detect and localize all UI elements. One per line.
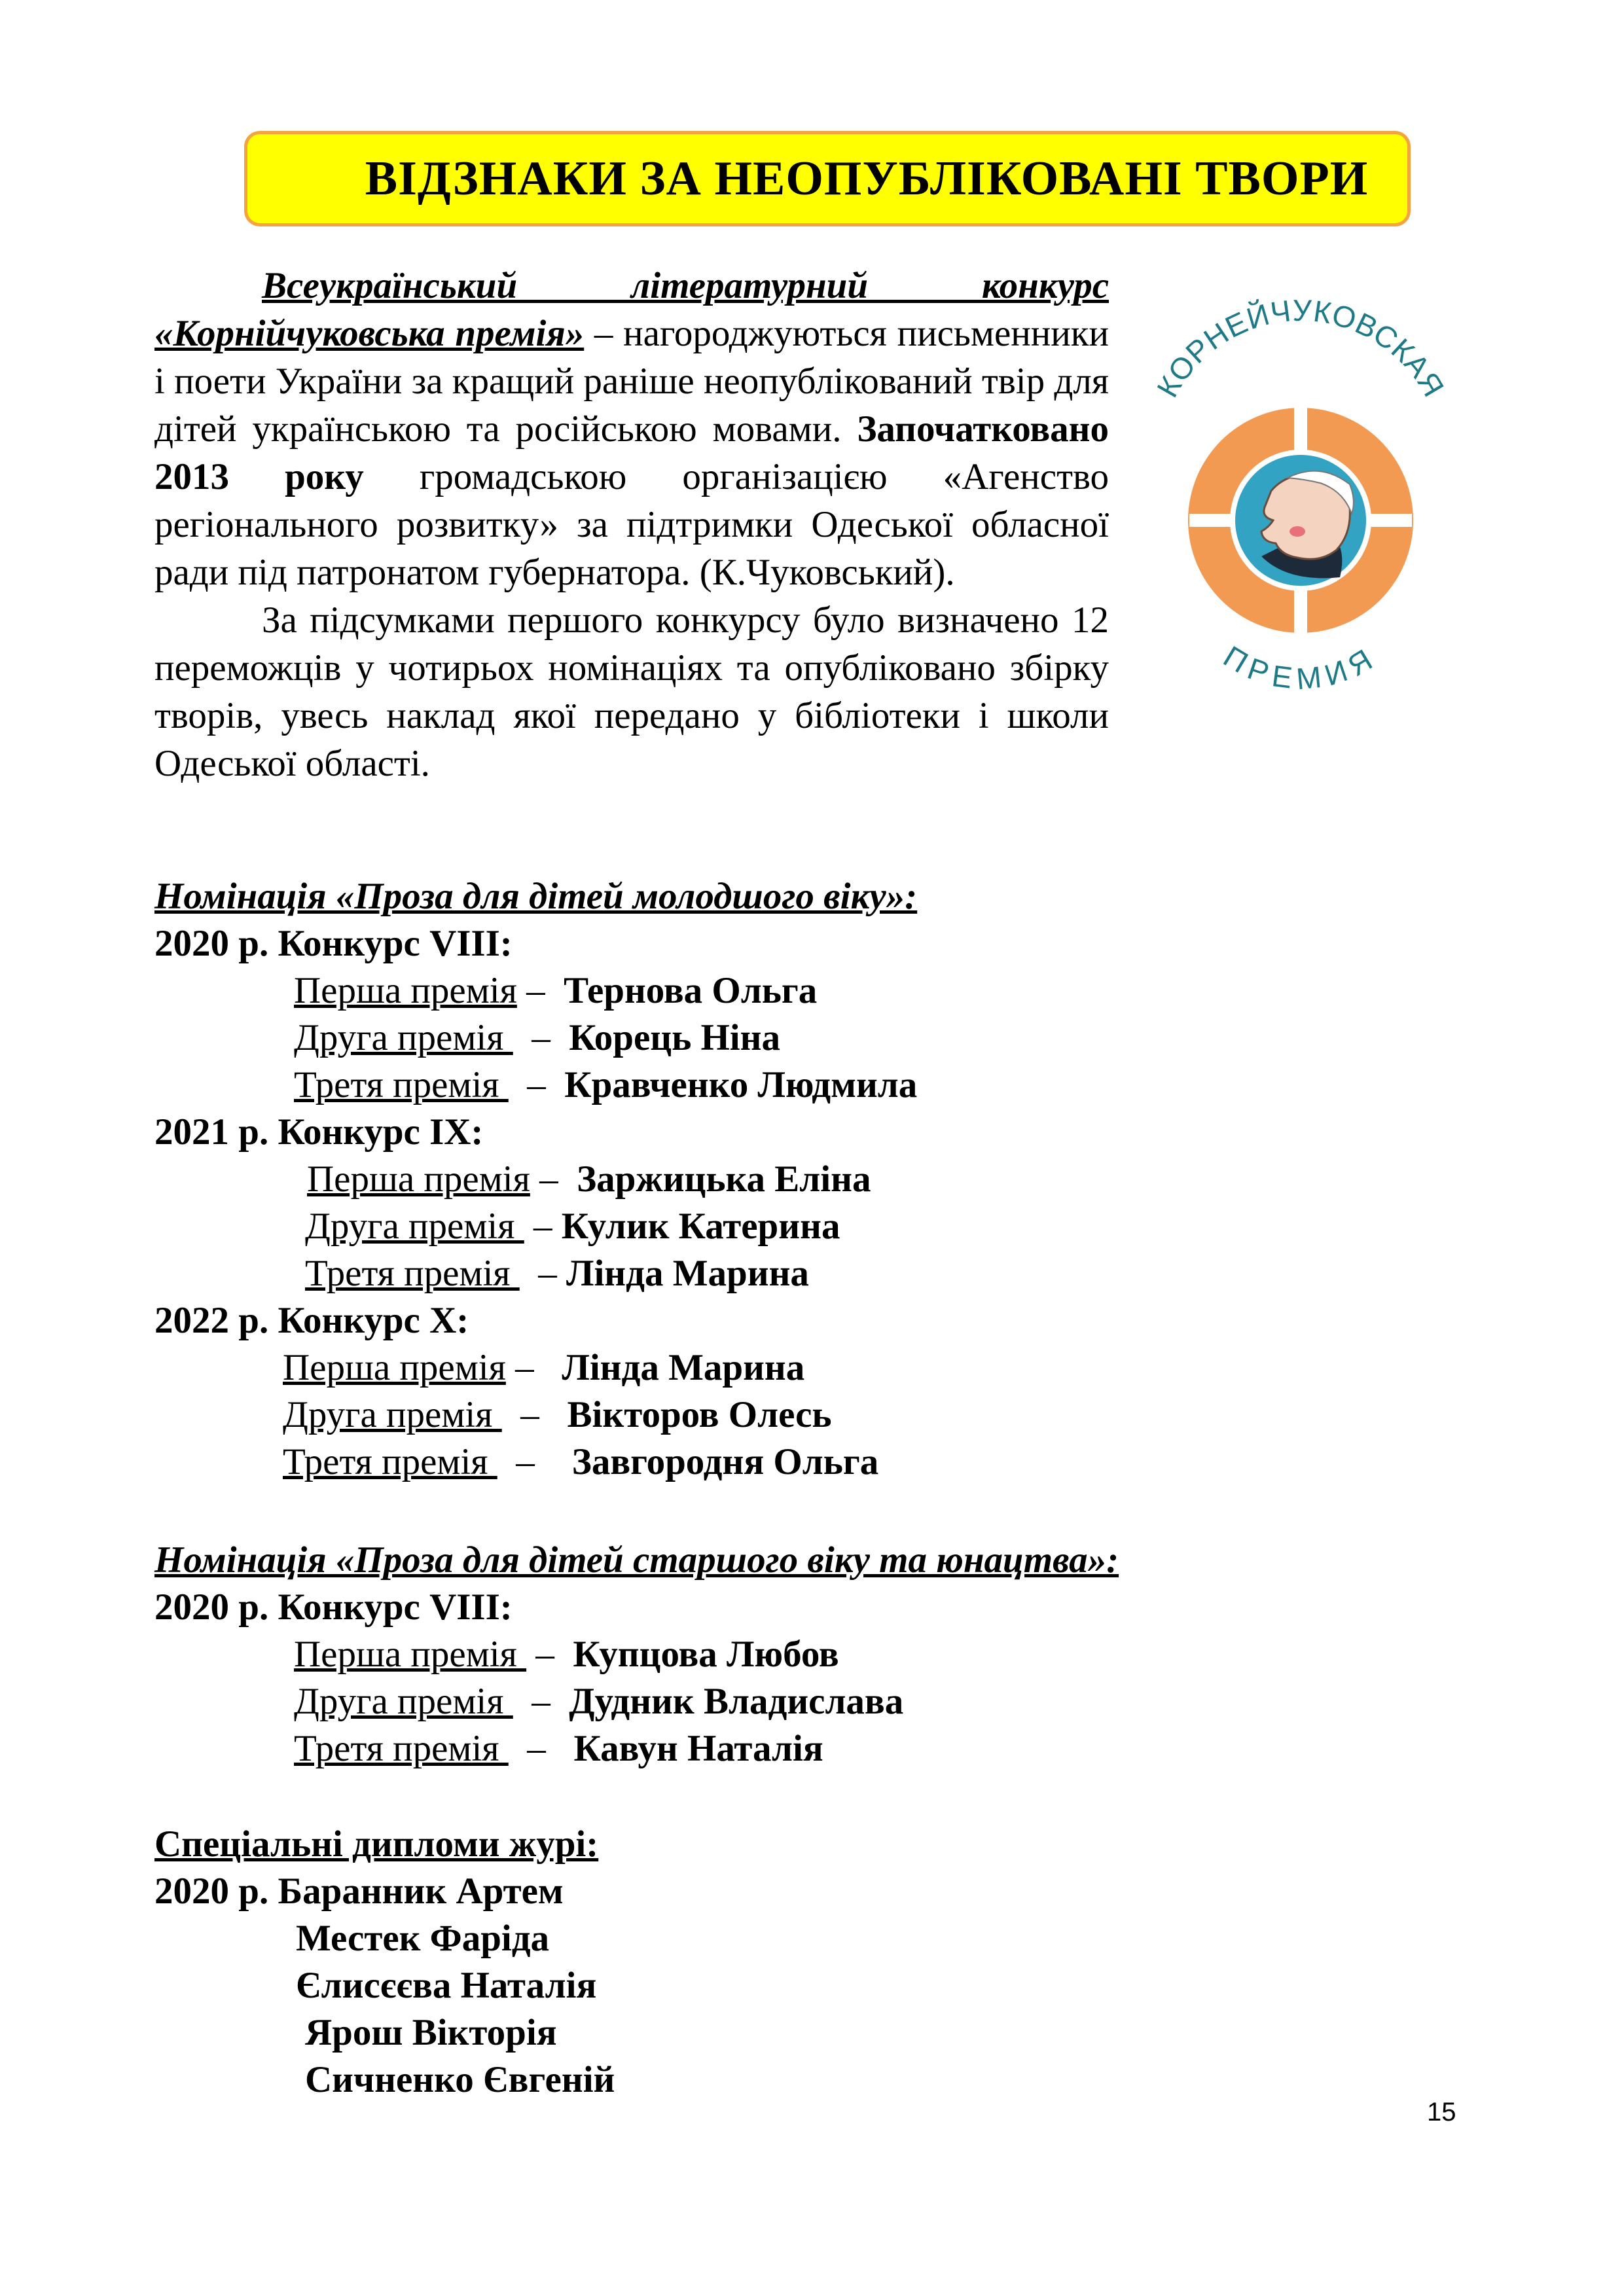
nomination-1: [154, 873, 917, 1486]
prize-row: [154, 1725, 1119, 1772]
founded-text: Започатковано 2013 року: [154, 408, 1109, 497]
special-name: Єлисєєва Наталія: [296, 1965, 597, 2006]
winner-name: Лінда Марина: [562, 1347, 805, 1388]
prize-separator: –: [524, 1206, 562, 1247]
winner-name: Тернова Ольга: [564, 970, 818, 1011]
prize-separator: –: [508, 1064, 565, 1105]
prize-separator: –: [526, 1634, 573, 1675]
prize-row: [154, 1439, 917, 1486]
prize-label: Друга премія: [294, 1681, 513, 1722]
special-name: Местек Фаріда: [296, 1918, 550, 1959]
winner-name: Завгородня Ольга: [571, 1441, 879, 1482]
special-diploma-row: [154, 1868, 615, 1915]
prize-label: Друга премія: [294, 1017, 513, 1058]
year-heading: 2020 р. Конкурс VIII:: [154, 923, 513, 964]
special-name: Ярош Вікторія: [305, 2012, 557, 2053]
special-name: Баранник Артем: [278, 1871, 564, 1912]
winner-name: Вікторов Олесь: [567, 1394, 832, 1435]
page-number: 15: [1427, 2098, 1456, 2126]
nomination-2: [154, 1537, 1119, 1772]
prize-separator: –: [508, 1728, 574, 1769]
intro-text: [154, 262, 1109, 787]
year-heading: 2020 р. Конкурс VIII:: [154, 1587, 513, 1628]
nomination-2-title: Номінація «Проза для дітей старшого віку та юнацтва»:: [154, 1539, 1119, 1581]
prize-row: [154, 967, 917, 1014]
intro-paragraph-1: [154, 262, 1109, 596]
winner-name: Кравченко Людмила: [564, 1064, 918, 1105]
prize-label: Друга премія: [305, 1206, 524, 1247]
winner-name: Дудник Владислава: [569, 1681, 904, 1722]
banner-title: ВІДЗНАКИ ЗА НЕОПУБЛІКОВАНІ ТВОРИ: [365, 151, 1369, 206]
prize-separator: –: [513, 1017, 569, 1058]
prize-row: [154, 1014, 917, 1062]
korneichukovskaya-prize-logo: [1124, 275, 1471, 753]
special-year: 2020 р.: [154, 1871, 278, 1912]
logo-top-text: КОРНЕЙЧУКОВСКАЯ: [1149, 293, 1451, 403]
intro-text-1: нагороджуються письменники і поети України за кращий раніше неопублікований твір для дітей українською та російською мовами.: [154, 313, 1109, 450]
special-name: Сичненко Євгеній: [305, 2059, 615, 2100]
prize-label: Третя премія: [294, 1728, 509, 1769]
prize-separator: –: [501, 1394, 568, 1435]
year-heading: 2022 р. Конкурс X:: [154, 1300, 469, 1341]
year-heading: 2021 р. Конкурс IX:: [154, 1111, 484, 1153]
nomination-1-title: Номінація «Проза для дітей молодшого віку»:: [154, 876, 918, 917]
portrait-icon: [1261, 471, 1354, 579]
special-diplomas: [154, 1821, 615, 2104]
prize-row: [154, 1203, 917, 1250]
intro-dash: –: [584, 313, 624, 354]
prize-label: Друга премія: [283, 1394, 502, 1435]
winner-name: Лінда Марина: [566, 1253, 809, 1294]
prize-label: Третя премія: [283, 1441, 497, 1482]
contest-name-line1: Всеукраїнський літературний конкурс: [262, 265, 1109, 306]
winner-name: Заржицька Еліна: [577, 1158, 871, 1200]
prize-row: [154, 1678, 1119, 1725]
prize-row: [154, 1156, 917, 1203]
prize-separator: –: [519, 1253, 566, 1294]
winner-name: Кавун Наталія: [573, 1728, 823, 1769]
intro-paragraph-2: За підсумками першого конкурсу було визначено 12 переможців у чотирьох номінаціях та опубліковано збірку творів, увесь наклад якої передано у бібліотеки і школи Одеської області.: [154, 600, 1109, 784]
prize-label: Перша премія: [307, 1158, 530, 1200]
prize-label: Перша премія: [294, 970, 517, 1011]
logo-bottom-text: ПРЕМИЯ: [1218, 639, 1384, 696]
prize-label: Перша премія: [294, 1634, 527, 1675]
intro-text-2: громадською організацією «Агенство регіонального розвитку» за підтримки Одеської обласної ради під патронатом губернатора. (К.Чуковський).: [154, 456, 1109, 593]
prize-separator: –: [513, 1681, 569, 1722]
winner-name: Корець Ніна: [569, 1017, 780, 1058]
prize-label: Третя премія: [305, 1253, 520, 1294]
contest-name-line2: «Корнійчуковська премія»: [154, 313, 585, 354]
winner-name: Купцова Любов: [573, 1634, 839, 1675]
section-banner: [244, 131, 1411, 226]
prize-row: [154, 1391, 917, 1439]
prize-row: [154, 1631, 1119, 1678]
prize-separator: –: [505, 1347, 562, 1388]
prize-separator: –: [530, 1158, 577, 1200]
special-diplomas-title: Спеціальні дипломи журі:: [154, 1823, 599, 1865]
prize-row: [154, 1344, 917, 1391]
winner-name: Кулик Катерина: [561, 1206, 840, 1247]
prize-label: Перша премія: [283, 1347, 506, 1388]
prize-label: Третя премія: [294, 1064, 509, 1105]
prize-row: [154, 1250, 917, 1297]
prize-row: [154, 1062, 917, 1109]
prize-separator: –: [497, 1441, 572, 1482]
prize-separator: –: [516, 970, 564, 1011]
